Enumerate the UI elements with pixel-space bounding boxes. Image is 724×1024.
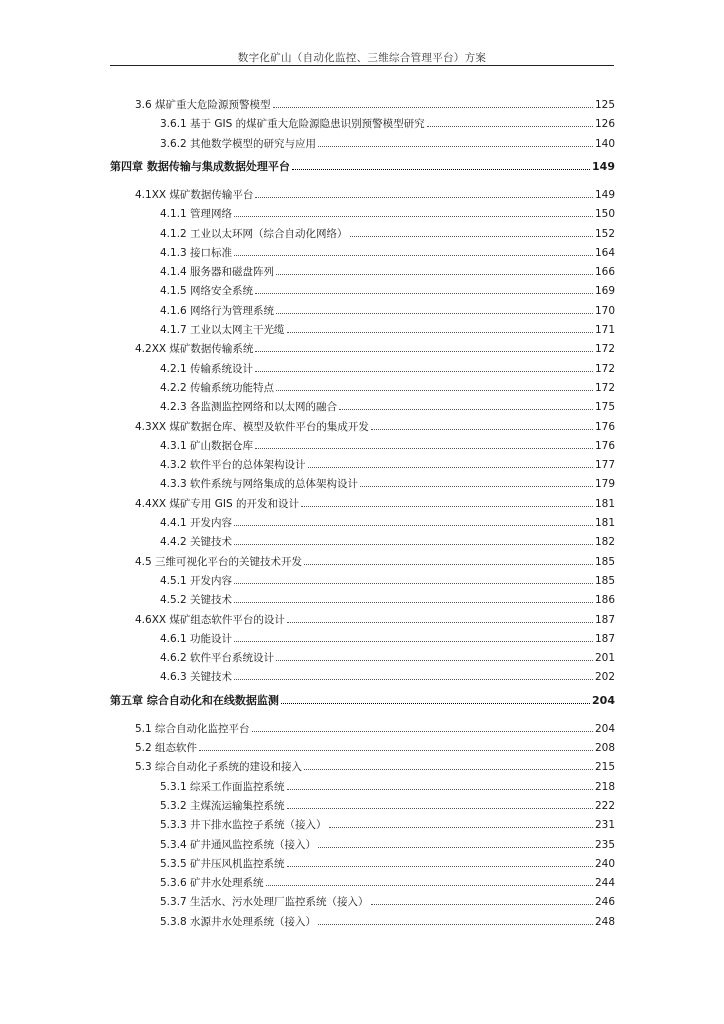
toc-entry[interactable] (160, 513, 615, 533)
toc-entry-page-number: 126 (594, 118, 615, 131)
dot-leader (427, 126, 593, 127)
toc-entry-page-number: 181 (594, 517, 615, 529)
toc-entry-title: 4.6.2 软件平台系统设计 (160, 652, 275, 665)
toc-entry[interactable] (160, 590, 615, 610)
toc-entry-title: 5.3.1 综采工作面监控系统 (160, 780, 285, 793)
toc-entry-title: 4.3.3 软件系统与网络集成的总体架构设计 (160, 478, 359, 491)
dot-leader (318, 146, 593, 147)
toc-entry[interactable] (135, 738, 615, 758)
dot-leader (199, 750, 593, 751)
toc-entry-page-number: 185 (594, 555, 615, 568)
toc-entry-page-number: 246 (594, 896, 615, 909)
toc-entry-title: 4.1.6 网络行为管理系统 (160, 304, 275, 317)
toc-entry[interactable] (160, 892, 615, 912)
toc-entry-title: 5.2 组态软件 (135, 742, 198, 754)
dot-leader (301, 506, 593, 507)
dot-leader (304, 769, 593, 770)
dot-leader (287, 622, 593, 623)
dot-leader (266, 885, 593, 886)
toc-entry[interactable] (160, 854, 615, 874)
toc-entry[interactable] (160, 262, 615, 282)
toc-entry-title: 4.6XX 煤矿组态软件平台的设计 (135, 613, 285, 626)
toc-entry-page-number: 175 (594, 401, 615, 414)
toc-entry-page-number: 208 (594, 742, 615, 754)
toc-entry-title: 5.3.3 井下排水监控子系统（接入） (160, 819, 327, 832)
toc-entry-title: 4.1.1 管理网络 (160, 208, 233, 221)
dot-leader (287, 789, 593, 790)
toc-entry-title: 4.3XX 煤矿数据仓库、模型及软件平台的集成开发 (135, 420, 369, 433)
toc-entry[interactable] (160, 629, 615, 649)
dot-leader (318, 847, 593, 848)
dot-leader (371, 429, 593, 430)
toc-entry-page-number: 222 (594, 799, 615, 812)
dot-leader (276, 313, 593, 314)
toc-entry-page-number: 202 (594, 671, 615, 684)
toc-entry[interactable] (160, 777, 615, 797)
toc-entry-page-number: 186 (594, 594, 615, 607)
toc-entry[interactable] (160, 571, 615, 591)
toc-entry[interactable] (160, 835, 615, 855)
toc-entry[interactable] (160, 320, 615, 340)
toc-entry-title: 4.3.1 矿山数据仓库 (160, 439, 254, 452)
toc-entry[interactable] (135, 95, 615, 115)
toc-entry-page-number: 166 (594, 266, 615, 279)
toc-entry-title: 5.1 综合自动化监控平台 (135, 722, 250, 735)
toc-entry[interactable] (135, 610, 615, 630)
toc-entry-page-number: 171 (594, 324, 615, 336)
dot-leader (371, 904, 593, 905)
dot-leader (273, 107, 593, 108)
toc-entry-title: 4.2.3 各监测监控网络和以太网的融合 (160, 401, 338, 414)
toc-entry-page-number: 244 (594, 877, 615, 890)
page-header: 数字化矿山（自动化监控、三维综合管理平台）方案 (237, 52, 487, 64)
toc-entry[interactable] (160, 281, 615, 301)
toc-entry-title: 4.5.1 开发内容 (160, 574, 233, 587)
toc-entry[interactable] (135, 339, 615, 359)
toc-entry[interactable] (160, 667, 615, 687)
toc-entry-page-number: 185 (594, 574, 615, 587)
toc-entry-page-number: 152 (594, 227, 615, 240)
toc-entry-page-number: 170 (594, 304, 615, 317)
toc-entry[interactable] (160, 243, 615, 263)
dot-leader (304, 564, 593, 565)
toc-entry-page-number: 235 (594, 838, 615, 851)
dot-leader (234, 602, 593, 603)
dot-leader (255, 351, 593, 352)
dot-leader (329, 827, 593, 828)
toc-entry-title: 3.6.1 基于 GIS 的煤矿重大危险源隐患识别预警模型研究 (160, 118, 425, 131)
toc-entry[interactable] (160, 134, 615, 154)
toc-entry-page-number: 201 (594, 652, 615, 665)
toc-entry[interactable] (160, 224, 615, 244)
dot-leader (339, 409, 593, 410)
toc-entry-page-number: 172 (594, 362, 615, 375)
toc-entry-page-number: 182 (594, 536, 615, 549)
toc-entry[interactable] (160, 912, 615, 932)
toc-entry-page-number: 169 (594, 285, 615, 298)
toc-entry-title: 4.4.2 关键技术 (160, 536, 233, 549)
header-divider (110, 65, 614, 66)
toc-entry-page-number: 140 (594, 137, 615, 150)
toc-entry[interactable] (160, 873, 615, 893)
toc-entry-title: 4.6.3 关键技术 (160, 671, 233, 684)
toc-chapter-entry[interactable] (110, 691, 615, 711)
toc-entry-title: 4.4XX 煤矿专用 GIS 的开发和设计 (135, 497, 299, 510)
toc-entry-title: 4.4.1 开发内容 (160, 517, 233, 529)
toc-entry-page-number: 215 (594, 761, 615, 774)
toc-entry[interactable] (160, 532, 615, 552)
toc-entry[interactable] (160, 648, 615, 668)
toc-entry-title: 4.6.1 功能设计 (160, 632, 233, 645)
toc-entry-title: 第四章 数据传输与集成数据处理平台 (110, 159, 290, 173)
toc-entry-title: 4.1XX 煤矿数据传输平台 (135, 188, 254, 201)
toc-entry[interactable] (160, 397, 615, 417)
toc-entry-title: 4.2.1 传输系统设计 (160, 362, 254, 375)
dot-leader (287, 808, 593, 809)
toc-entry-title: 4.2XX 煤矿数据传输系统 (135, 343, 254, 356)
toc-entry-page-number: 204 (592, 693, 615, 707)
toc-entry-title: 4.5 三维可视化平台的关键技术开发 (135, 555, 303, 568)
toc-entry[interactable] (160, 378, 615, 398)
dot-leader (276, 660, 593, 661)
dot-leader (255, 197, 593, 198)
dot-leader (234, 544, 593, 545)
toc-entry-title: 4.1.3 接口标准 (160, 246, 233, 259)
dot-leader (281, 703, 590, 704)
toc-entry[interactable] (160, 815, 615, 835)
dot-leader (350, 236, 593, 237)
toc-entry-title: 4.1.4 服务器和磁盘阵列 (160, 266, 275, 279)
toc-entry-page-number: 125 (594, 99, 615, 111)
toc-entry[interactable] (135, 417, 615, 437)
toc-entry-title: 第五章 综合自动化和在线数据监测 (110, 693, 279, 707)
toc-entry-title: 5.3 综合自动化子系统的建设和接入 (135, 761, 303, 774)
toc-entry-page-number: 177 (594, 459, 615, 472)
toc-entry[interactable] (160, 359, 615, 379)
dot-leader (292, 169, 590, 170)
toc-chapter-entry[interactable] (110, 157, 615, 177)
dot-leader (287, 866, 593, 867)
toc-entry-title: 5.3.6 矿井水处理系统 (160, 877, 264, 890)
dot-leader (234, 525, 593, 526)
toc-entry[interactable] (160, 455, 615, 475)
toc-entry[interactable] (135, 757, 615, 777)
toc-entry-page-number: 150 (594, 208, 615, 221)
toc-entry-title: 5.3.7 生活水、污水处理厂监控系统（接入） (160, 896, 369, 909)
toc-entry-page-number: 149 (594, 188, 615, 201)
toc-entry-page-number: 172 (594, 343, 615, 356)
toc-entry[interactable] (160, 436, 615, 456)
toc-entry-page-number: 187 (594, 613, 615, 626)
toc-entry-page-number: 176 (594, 420, 615, 433)
toc-entry-page-number: 231 (594, 819, 615, 832)
toc-entry-title: 3.6.2 其他数学模型的研究与应用 (160, 137, 317, 150)
toc-entry-title: 5.3.5 矿井压风机监控系统 (160, 857, 285, 870)
dot-leader (234, 641, 593, 642)
toc-entry-title: 5.3.2 主煤流运输集控系统 (160, 799, 285, 812)
dot-leader (276, 274, 593, 275)
toc-entry-title: 4.1.2 工业以太环网（综合自动化网络） (160, 227, 348, 240)
toc-entry-title: 4.2.2 传输系统功能特点 (160, 381, 275, 394)
dot-leader (318, 924, 593, 925)
toc-entry[interactable] (160, 474, 615, 494)
toc-entry-page-number: 218 (594, 780, 615, 793)
toc-entry-title: 4.1.7 工业以太网主干光缆 (160, 324, 285, 336)
toc-entry-page-number: 204 (594, 722, 615, 735)
toc-entry-title: 4.3.2 软件平台的总体架构设计 (160, 459, 306, 472)
toc-entry-page-number: 181 (594, 497, 615, 510)
dot-leader (234, 216, 593, 217)
toc-entry[interactable] (135, 494, 615, 514)
toc-entry-page-number: 179 (594, 478, 615, 491)
toc-entry[interactable] (160, 114, 615, 134)
dot-leader (360, 486, 593, 487)
toc-entry-title: 3.6 煤矿重大危险源预警模型 (135, 99, 271, 111)
toc-entry[interactable] (135, 185, 615, 205)
toc-entry[interactable] (135, 719, 615, 739)
toc-entry[interactable] (160, 796, 615, 816)
toc-entry[interactable] (160, 301, 615, 321)
dot-leader (255, 293, 593, 294)
toc-entry-page-number: 248 (594, 915, 615, 928)
dot-leader (255, 448, 593, 449)
dot-leader (234, 679, 593, 680)
toc-entry[interactable] (160, 204, 615, 224)
dot-leader (276, 390, 593, 391)
toc-entry-title: 5.3.8 水源井水处理系统（接入） (160, 915, 317, 928)
toc-entry[interactable] (135, 552, 615, 572)
toc-entry-page-number: 176 (594, 439, 615, 452)
toc-entry-page-number: 164 (594, 246, 615, 259)
dot-leader (234, 255, 593, 256)
toc-entry-title: 4.5.2 关键技术 (160, 594, 233, 607)
dot-leader (234, 583, 593, 584)
dot-leader (252, 731, 593, 732)
toc-entry-page-number: 187 (594, 632, 615, 645)
toc-entry-title: 4.1.5 网络安全系统 (160, 285, 254, 298)
dot-leader (255, 371, 593, 372)
toc-entry-title: 5.3.4 矿井通风监控系统（接入） (160, 838, 317, 851)
dot-leader (287, 332, 593, 333)
toc-entry-page-number: 240 (594, 857, 615, 870)
toc-entry-page-number: 149 (592, 159, 615, 173)
dot-leader (308, 467, 593, 468)
toc-entry-page-number: 172 (594, 381, 615, 394)
